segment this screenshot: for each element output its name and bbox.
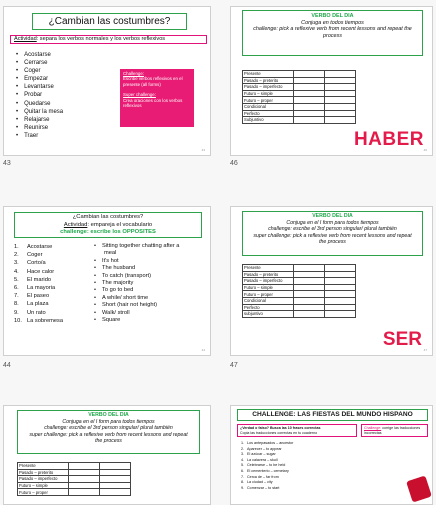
slide-title: VERBO DEL DIA: [311, 13, 354, 19]
table-row: Condicional: [243, 103, 356, 110]
slide-title: VERBO DEL DIA: [88, 412, 129, 418]
table-row: Subjuntivo: [243, 117, 356, 124]
list-item: • Probar: [16, 91, 63, 99]
conjugation-table: [17, 462, 131, 496]
list-item: • Short (hair not height): [94, 302, 206, 309]
list-item: • Square: [94, 317, 206, 324]
page-marker: 47: [423, 348, 427, 352]
conjugation-table: [242, 70, 356, 124]
activity-label: Actividad: [14, 36, 37, 42]
question-box: [237, 424, 357, 437]
activity-text: : empareja el vocabulario: [87, 221, 153, 228]
challenge-text: Escribe verbos reflexivos en el presente (all forms): [123, 76, 183, 87]
slide-title-box: [242, 10, 423, 56]
table-row: Pasado – preterito: [18, 469, 131, 476]
table-row: Futuro – simple: [18, 482, 131, 489]
table-row: Pasado – imperfecto: [243, 278, 356, 285]
list-item: 8. La plaza: [14, 301, 49, 308]
slide-title: VERBO DEL DIA: [312, 213, 353, 219]
table-row: Pasado – imperfecto: [243, 84, 356, 91]
list-item: 2. Coger: [14, 252, 43, 259]
challenge-box: [361, 424, 428, 437]
table-row: Presente: [243, 71, 356, 78]
slide-number: 47: [230, 362, 238, 369]
slide-title-box: [17, 410, 200, 454]
slide-49[interactable]: [230, 405, 433, 505]
question-title: ¿Verdad o falso? Busca las 10 frases correctas: [240, 426, 321, 430]
slide-46[interactable]: [230, 6, 433, 156]
super-challenge-line: super challenge: pick a reflexive verb from recent lessons and repeat the process: [29, 431, 188, 444]
table-row: Futuro – simple: [243, 284, 356, 291]
vocab-list-spanish: [14, 243, 63, 325]
page-marker: 46: [423, 148, 427, 152]
vocab-list-english: [94, 243, 206, 324]
list-item: • It's hot: [94, 258, 206, 265]
slide-number: 43: [3, 160, 11, 167]
true-false-list: [241, 441, 293, 491]
table-row: Presente: [243, 265, 356, 272]
challenge-text: corrige las traducciones incorrectas: [364, 426, 421, 435]
slide-47[interactable]: [230, 206, 433, 356]
slide-number: 46: [230, 160, 238, 167]
activity-box: [10, 35, 207, 44]
table-row: Futuro – simple: [243, 90, 356, 97]
list-item: • The husband: [94, 265, 206, 272]
super-challenge-text: Crea oraciones con los verbos reflexivos: [123, 97, 183, 109]
list-item: • Coger: [16, 67, 63, 75]
list-item: • Walk/ stroll: [94, 310, 206, 317]
list-item: 6. La mayoria: [14, 285, 56, 292]
table-row: Pasado – preterito: [243, 77, 356, 84]
activity-label: Actividad: [63, 221, 88, 228]
table-row: Presente: [18, 463, 131, 470]
list-item: 5. El marido: [14, 276, 52, 283]
list-item: • A while/ short time: [94, 295, 206, 302]
page-marker: 43: [201, 148, 205, 152]
list-item: 9. Un rato: [14, 309, 46, 316]
instruction-line: Conjuga en el I form para todos tiempos: [62, 418, 155, 425]
slide-43[interactable]: [3, 6, 211, 156]
list-item: 9. Comenzar – to start: [241, 485, 280, 490]
page-marker: 44: [201, 348, 205, 352]
table-row: Futuro – proper: [243, 97, 356, 104]
list-item: 8. La ciudad – city: [241, 480, 273, 485]
slide-number: 44: [3, 362, 11, 369]
slide-title: ¿Cambian las costumbres?: [72, 214, 144, 220]
list-item: • To go to bed: [94, 287, 206, 294]
super-challenge-title: Super challenge:: [123, 92, 156, 98]
list-item: 1. Acostarse: [14, 244, 53, 250]
list-item: • Sitting together chatting after a meal: [94, 243, 182, 258]
super-challenge-line: super challenge: pick a reflexive verb from recent lessons and repeat the process: [253, 232, 412, 245]
table-row: Pasado – preterito: [243, 271, 356, 278]
table-row: Pasado – imperfecto: [18, 476, 131, 483]
list-item: • Relajarse: [16, 116, 63, 124]
slide-title: CHALLENGE: LAS FIESTAS DEL MUNDO HISPANO: [252, 411, 413, 418]
table-row: Futuro – proper: [243, 291, 356, 298]
table-row: Futuro – proper: [18, 489, 131, 496]
instruction-line: Conjuga en todos tiempos: [301, 19, 364, 26]
slide-title-box: [237, 409, 428, 421]
table-row: subjuntivo: [243, 311, 356, 318]
list-item: • The majority: [94, 280, 206, 287]
conjugation-table: [242, 264, 356, 318]
list-item: • To catch (transport): [94, 273, 206, 280]
list-item: • Levantarse: [16, 83, 63, 91]
list-item: • Quedarse: [16, 100, 63, 108]
question-subtitle: Copia las traducciones correctas en tu cuaderno: [240, 430, 318, 435]
list-item: • Cerrarse: [16, 59, 63, 67]
challenge-box: [120, 69, 194, 127]
verb-of-day: HABER: [353, 129, 424, 150]
list-item: • Acostarse: [16, 51, 63, 59]
slide-title-box: [242, 211, 423, 256]
list-item: • Quitar la mesa: [16, 108, 63, 116]
list-item: • Reunirse: [16, 124, 63, 132]
decorative-image: [406, 475, 432, 502]
table-row: Condicional: [243, 297, 356, 304]
verb-list: [16, 51, 63, 140]
verb-of-day: SER: [382, 329, 422, 350]
instruction-line: Conjuga en el I form para todos tiempos: [286, 219, 379, 226]
list-item: • Empezar: [16, 75, 63, 83]
list-item: 3. El azúcar – sugar: [241, 452, 276, 457]
list-item: 6. El cementerio – cemetary: [241, 468, 289, 473]
slide-title-box: [14, 212, 202, 238]
list-item: 7. El paseo: [14, 293, 50, 300]
challenge-line: challenge: escribe los OPPOSITES: [60, 229, 156, 236]
list-item: 10. La sobremesa: [14, 317, 64, 324]
table-row: Perfecto: [243, 110, 356, 117]
list-item: 4. Hace calor: [14, 268, 55, 275]
slide-44[interactable]: [3, 206, 211, 356]
slide-48[interactable]: [3, 405, 211, 505]
challenge-line: challenge: escribe el 3rd person singular/ plural también: [44, 425, 173, 431]
challenge-line: challenge: escribe el 3rd person singular/ plural también: [268, 226, 397, 232]
challenge-title: Challenge:: [123, 71, 144, 76]
list-item: 1. Los antepasados – ancestor: [241, 441, 294, 445]
challenge-line: challenge: pick a reflexive verb from recent lessons and repeat the process: [253, 26, 412, 39]
slide-title: ¿Cambian las costumbres?: [48, 16, 171, 27]
challenge-title: Challenge:: [364, 426, 382, 430]
activity-text: : separa los verbos normales y los verbos reflexivos: [36, 36, 166, 42]
list-item: 2. Aparecer – to appear: [241, 446, 282, 451]
slide-title-box: [32, 13, 187, 30]
table-row: Perfecto: [243, 304, 356, 311]
list-item: 7. Cerca de – far from: [241, 474, 279, 479]
list-item: 4. La calavera – skull: [241, 457, 278, 462]
list-item: 3. Corto/a: [14, 260, 46, 267]
list-item: 5. Celebrarse – to be held: [241, 463, 286, 468]
list-item: • Traer: [16, 132, 63, 140]
